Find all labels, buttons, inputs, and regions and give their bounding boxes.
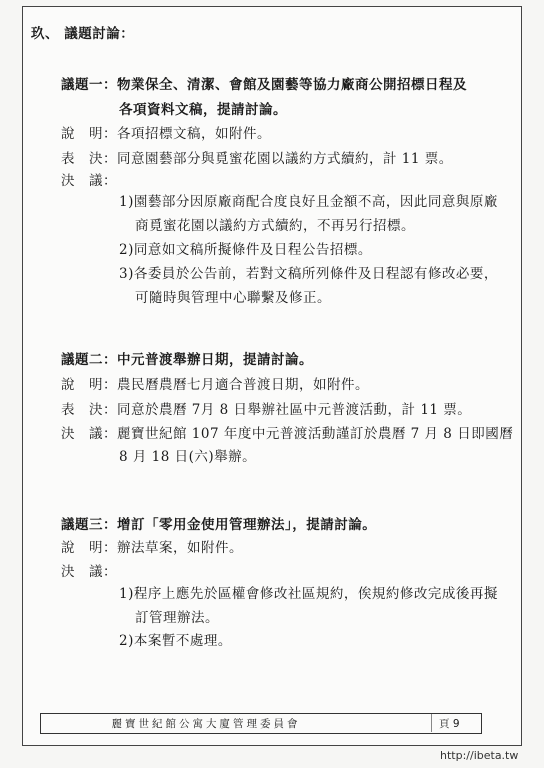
topic2-vote: 表 決：同意於農曆 7月 8 日舉辦社區中元普渡活動，計 11 票。 <box>61 402 472 418</box>
page-footer <box>40 713 482 734</box>
topic1-item-1a: 1)園藝部分因原廠商配合度良好且金額不高，因此同意與原廠 <box>119 194 498 210</box>
topic1-title-line1: 議題一：物業保全、清潔、會館及園藝等協力廠商公開招標日程及 <box>61 77 467 93</box>
footer-committee-name: 麗寶世紀館公寓大廈管理委員會 <box>111 718 301 730</box>
topic3-title: 議題三：增訂「零用金使用管理辦法」，提請討論。 <box>61 517 377 533</box>
topic1-title-line2: 各項資料文稿，提請討論。 <box>119 102 287 118</box>
topic3-resolution-label: 決 議： <box>61 564 117 580</box>
topic1-explain: 說 明：各項招標文稿，如附件。 <box>61 126 271 142</box>
topic3-item-2: 2)本案暫不處理。 <box>119 633 232 649</box>
topic1-item-3b: 可隨時與管理中心聯繫及修正。 <box>135 290 331 306</box>
topic3-explain: 說 明：辦法草案，如附件。 <box>61 540 243 556</box>
topic1-resolution-label: 決 議： <box>61 173 117 189</box>
footer-divider <box>431 714 432 732</box>
topic1-vote: 表 決：同意園藝部分與覓蜜花園以議約方式續約，計 11 票。 <box>61 151 453 167</box>
footer-page-number: 頁 9 <box>439 718 460 730</box>
topic2-resolution-line1: 決 議：麗寶世紀館 107 年度中元普渡活動謹訂於農曆 7 月 8 日即國曆 <box>61 426 514 442</box>
topic2-explain: 說 明：農民曆農曆七月適合普渡日期，如附件。 <box>61 377 369 393</box>
document-page <box>22 6 522 746</box>
topic1-item-2: 2)同意如文稿所擬條件及日程公告招標。 <box>119 242 372 258</box>
topic1-item-1b: 商覓蜜花園以議約方式續約，不再另行招標。 <box>135 218 415 234</box>
section-heading: 玖、 議題討論： <box>31 26 135 42</box>
topic2-title: 議題二：中元普渡舉辦日期，提請討論。 <box>61 352 313 368</box>
topic3-item-1b: 訂管理辦法。 <box>135 610 219 626</box>
topic2-resolution-line2: 8 月 18 日(六)舉辦。 <box>119 449 257 465</box>
watermark-url: http://ibeta.tw <box>440 749 519 762</box>
topic1-item-3a: 3)各委員於公告前，若對文稿所列條件及日程認有修改必要， <box>119 266 498 282</box>
topic3-item-1a: 1)程序上應先於區權會修改社區規約，俟規約修改完成後再擬 <box>119 586 498 602</box>
